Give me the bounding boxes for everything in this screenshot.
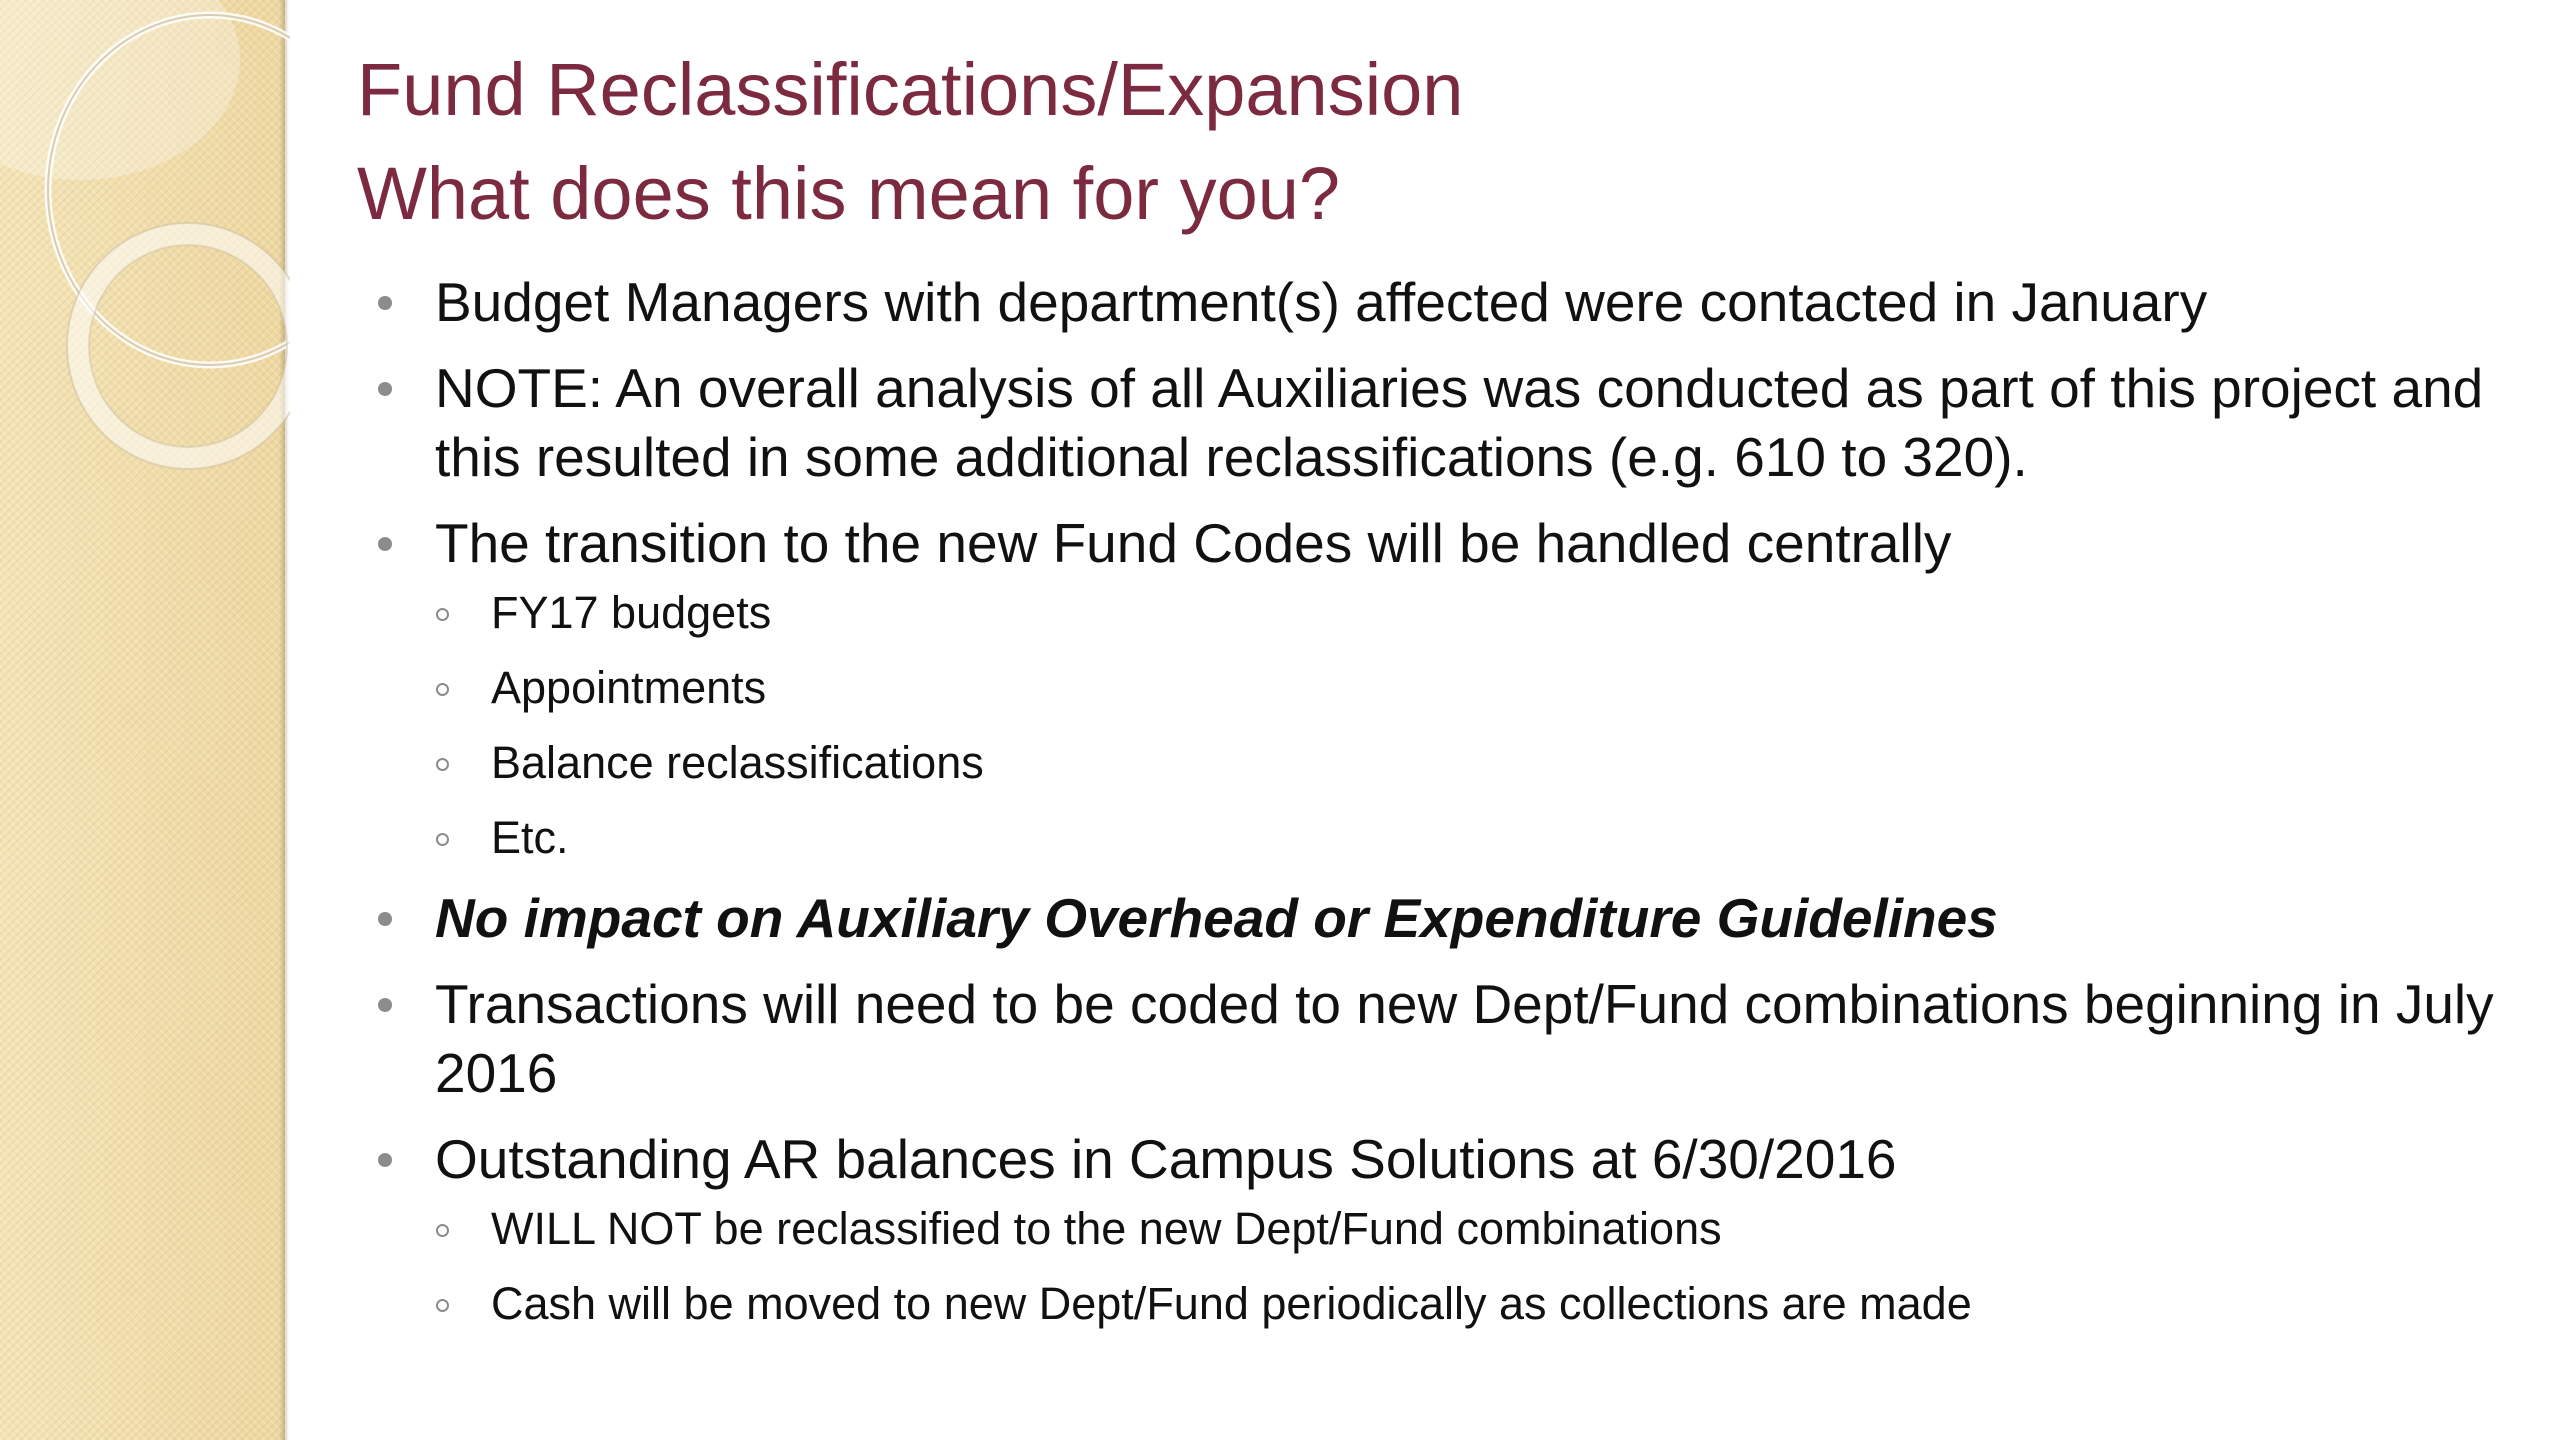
bullet-icon [378,382,392,396]
bullet-item [378,884,2518,953]
sub-bullet-list [435,1200,2518,1333]
sub-bullet-item [435,659,2518,717]
sub-bullet-icon [436,758,449,771]
sub-bullet-text: Cash will be moved to new Dept/Fund periodically as collections are made [491,1278,1972,1329]
sub-bullet-text: Balance reclassifications [491,737,984,788]
bullet-icon [378,912,392,926]
sub-bullet-text: FY17 budgets [491,587,772,638]
bullet-list [378,268,2518,1333]
bullet-icon [378,296,392,310]
bullet-item [378,509,2518,867]
bullet-icon [378,537,392,551]
bullet-icon [378,998,392,1012]
sub-bullet-icon [436,833,449,846]
title-line-1: Fund Reclassifications/Expansion [357,48,1464,131]
slide-title [357,38,2507,246]
sub-bullet-list [435,584,2518,867]
sub-bullet-item [435,734,2518,792]
bullet-text: NOTE: An overall analysis of all Auxiliaries was conducted as part of this project and this resulted in some additional reclassifications (e.g. 610 to 320). [435,357,2484,488]
sub-bullet-text: Appointments [491,662,767,713]
bullet-text: The transition to the new Fund Codes will be handled centrally [435,512,1952,574]
bullet-item [378,268,2518,337]
sub-bullet-item [435,1200,2518,1258]
bullet-item [378,1125,2518,1333]
sub-bullet-icon [436,1299,449,1312]
bullet-item [378,970,2518,1108]
decorative-rings-icon [0,0,290,500]
bullet-content [378,268,2518,1350]
sub-bullet-item [435,809,2518,867]
sub-bullet-text: WILL NOT be reclassified to the new Dept/Fund combinations [491,1203,1722,1254]
sub-bullet-icon [436,683,449,696]
sub-bullet-icon [436,1224,449,1237]
sub-bullet-icon [436,608,449,621]
bullet-text: Budget Managers with department(s) affected were contacted in January [435,271,2208,333]
title-line-2: What does this mean for you? [357,152,1341,235]
sub-bullet-text: Etc. [491,812,569,863]
sub-bullet-item [435,1275,2518,1333]
bullet-text: Transactions will need to be coded to new Dept/Fund combinations beginning in July 2016 [435,973,2494,1104]
bullet-item [378,354,2518,492]
sub-bullet-item [435,584,2518,642]
bullet-icon [378,1153,392,1167]
bullet-text-emphasized: No impact on Auxiliary Overhead or Expenditure Guidelines [435,887,1998,949]
bullet-text: Outstanding AR balances in Campus Solutions at 6/30/2016 [435,1128,1897,1190]
